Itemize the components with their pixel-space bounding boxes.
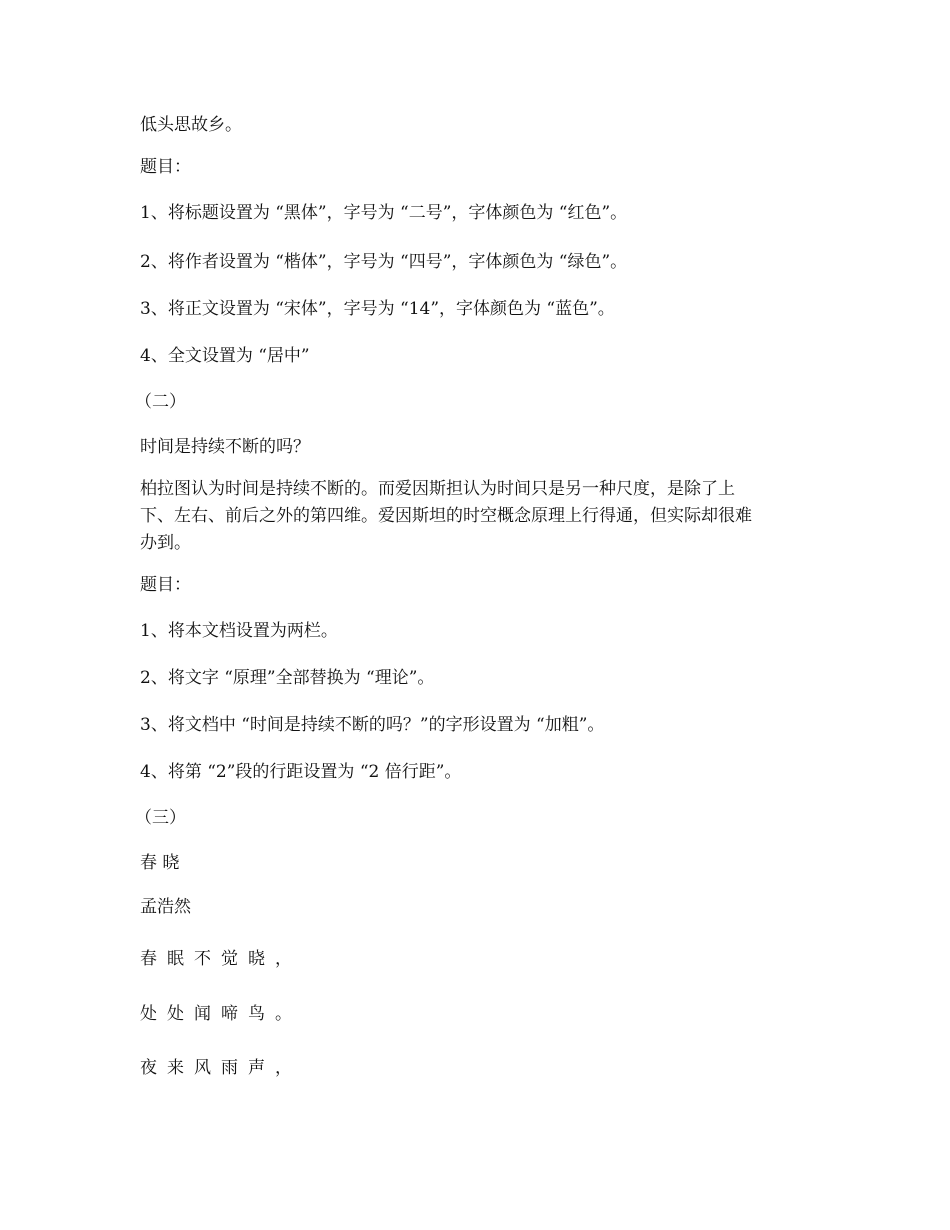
task-1-2: 2、将作者设置为 “楷体”，字号为 “四号”，字体颜色为 “绿色”。 (140, 252, 628, 272)
tasks-heading-2: 题目： (140, 575, 191, 595)
task-1-3: 3、将正文设置为 “宋体”，字号为 “14”，字体颜色为 “蓝色”。 (140, 299, 615, 319)
tasks-heading-1: 题目： (140, 157, 191, 177)
poem-author: 孟浩然 (140, 897, 191, 917)
task-2-3: 3、将文档中 “时间是持续不断的吗？”的字形设置为 “加粗”。 (140, 715, 605, 735)
task-2-4: 4、将第 “2”段的行距设置为 “2 倍行距”。 (140, 762, 462, 782)
poem-title: 春 晓 (140, 853, 180, 873)
section-number-2: （二） (135, 392, 186, 412)
paragraph-line: 下、左右、前后之外的第四维。爱因斯坦的时空概念原理上行得通，但实际却很难 (140, 506, 752, 526)
poem-line-3: 夜来风雨声， (140, 1058, 302, 1078)
paragraph-line: 柏拉图认为时间是持续不断的。而爱因斯担认为时间只是另一种尺度，是除了上 (140, 479, 735, 499)
section-number-3: （三） (135, 808, 186, 828)
task-1-4: 4、全文设置为 “居中” (140, 346, 310, 366)
paragraph-line: 办到。 (140, 533, 191, 553)
section-title-2: 时间是持续不断的吗？ (140, 437, 310, 457)
poem-line-2: 处处闻啼鸟。 (140, 1004, 302, 1024)
task-2-1: 1、将本文档设置为两栏。 (140, 621, 338, 641)
body-paragraph (140, 476, 820, 557)
poem-last-line: 低头思故乡。 (140, 115, 242, 135)
task-2-2: 2、将文字 “原理”全部替换为 “理论”。 (140, 668, 435, 688)
poem-line-1: 春眠不觉晓， (140, 949, 302, 969)
task-1-1: 1、将标题设置为 “黑体”，字号为 “二号”，字体颜色为 “红色”。 (140, 203, 628, 223)
